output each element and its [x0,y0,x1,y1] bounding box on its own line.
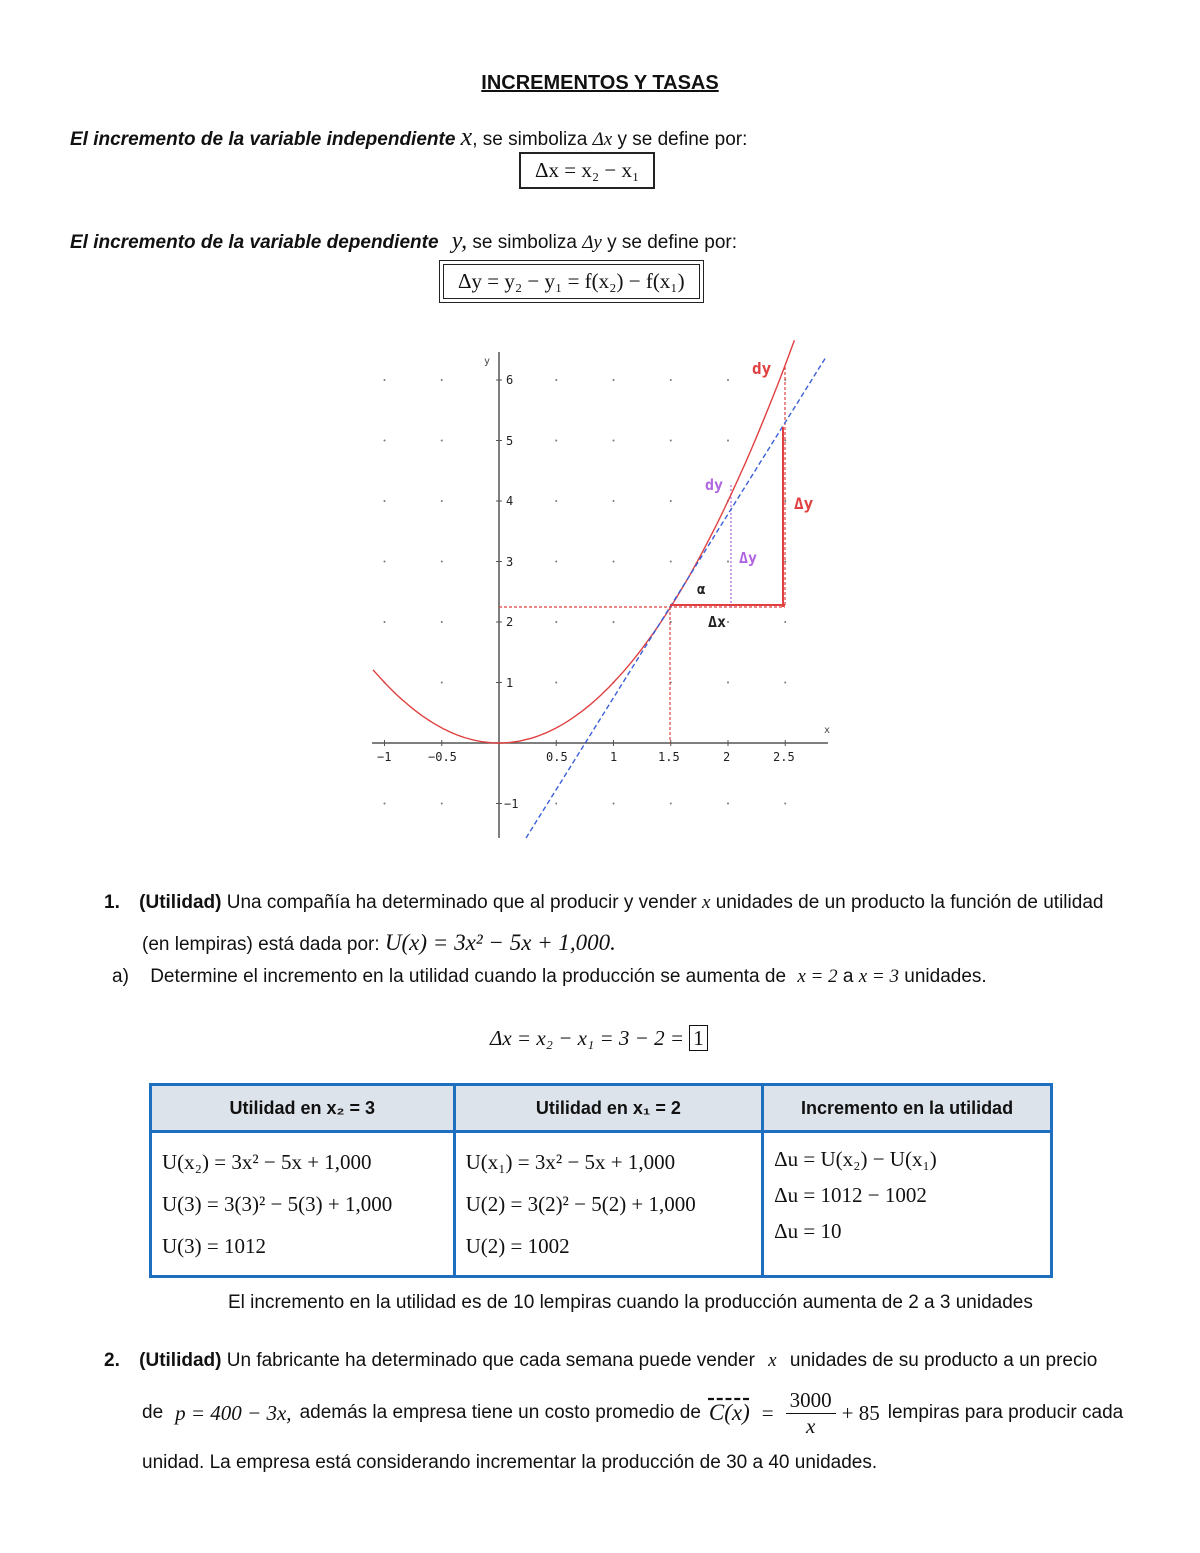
fraction-numerator: 3000 [786,1388,836,1414]
table-cell-col3 [763,1132,1052,1277]
part-a-from: x = 2 [797,966,838,987]
y-tick-label: 6 [506,373,514,387]
problem1-number: 1. [104,892,120,913]
problem2-text3: además la empresa tiene un costo promedio de [299,1402,701,1423]
y-axis-label: y [484,356,491,367]
table-cell-col1 [151,1132,455,1277]
grid-dot [613,803,615,805]
grid-dot [441,803,443,805]
grid-dot [670,561,672,563]
grid-dot [384,379,386,381]
grid-dot [784,500,786,502]
cell-line: Δu = 1012 − 1002 [774,1183,927,1207]
x-tick-label: 1.5 [658,750,680,764]
problem2-line2 [142,1378,1123,1448]
problem1-text1: Una compañía ha determinado que al producir y vender [226,892,697,913]
grid-dot [441,500,443,502]
page-title: INCREMENTOS Y TASAS [481,72,719,94]
label-dy-top: dy [752,359,772,378]
problem1-part-a [112,966,987,988]
problem2-price: p = 400 − 3x, [175,1400,292,1425]
grid-dot [384,621,386,623]
problem1-conclusion: El incremento en la utilidad es de 10 lempiras cuando la producción aumenta de 2 a 3 unidades [228,1292,1033,1313]
grid-dot [384,500,386,502]
grid-dot [441,621,443,623]
problem1-line2 [142,930,616,956]
formula-delta-x: Δx = x₂ − x₁ [519,152,655,189]
grid-dot [727,440,729,442]
label-delta-y-big: Δy [794,494,814,513]
cell-line: Δu = U(x₂) − U(x₁) [774,1147,937,1171]
problem2-line3: unidad. La empresa está considerando incrementar la producción de 30 a 40 unidades. [142,1452,878,1473]
def-y-tail: y se define por: [607,232,738,253]
part-a-text1: Determine el incremento en la utilidad cuando la producción se aumenta de [150,966,787,987]
grid-dot [555,803,557,805]
label-alpha: α [697,582,706,598]
grid-dot [384,561,386,563]
tangent-line [526,357,826,838]
grid-dot [555,440,557,442]
grid-dot [784,682,786,684]
y-tick-label: 3 [506,555,514,569]
grid-dot [441,561,443,563]
problem2-de: de [142,1402,164,1423]
def-x-var: x [460,122,473,151]
cell-line: Δu = 10 [774,1219,842,1243]
x-tick-label: 2 [723,750,731,764]
grid-dot [613,561,615,563]
cell-line: U(3) = 1012 [162,1234,266,1258]
grid-dot [613,440,615,442]
x-tick-label: −1 [377,750,392,764]
grid-dot [613,379,615,381]
grid-dot [670,803,672,805]
grid-dot [613,621,615,623]
cell-line: U(2) = 3(2)² − 5(2) + 1,000 [465,1192,696,1216]
avg-cost-lhs: C(x) [708,1400,750,1425]
problem2-text1: Un fabricante ha determinado que cada semana puede vender [226,1350,755,1371]
label-dy-mid: dy [705,476,724,494]
label-delta-x: Δx [708,613,727,631]
dx-calculation [490,1026,708,1051]
part-a-label: a) [112,966,129,987]
problem1-tag: (Utilidad) [139,892,222,913]
table-header-row [151,1085,1052,1132]
part-a-a: a [842,966,854,987]
grid-dot [384,440,386,442]
cell-line: U(3) = 3(3)² − 5(3) + 1,000 [162,1192,393,1216]
def-y-mid: se simboliza [472,232,577,253]
problem2-tag: (Utilidad) [139,1350,222,1371]
def-x-lead: El incremento de la variable independiente [70,129,456,150]
def-y-lead: El incremento de la variable dependiente [70,232,439,253]
cell-line: U(x₁) = 3x² − 5x + 1,000 [465,1150,676,1174]
part-a-text2: unidades. [904,966,987,987]
def-x-tail: y se define por: [617,129,748,150]
grid-dot [384,803,386,805]
problem2-text2: unidades de su producto a un precio [789,1350,1098,1371]
grid-dot [670,500,672,502]
table-header: Incremento en la utilidad [763,1085,1052,1132]
grid-dot [441,682,443,684]
utility-table [149,1083,1053,1278]
label-delta-y-small: Δy [739,549,758,567]
problem1-function: U(x) = 3x² − 5x + 1,000. [384,930,616,955]
cell-line: U(x₂) = 3x² − 5x + 1,000 [162,1150,372,1174]
y-tick-label: 1 [506,676,514,690]
avg-cost-plus: + 85 [841,1400,880,1425]
y-tick-label: 5 [506,434,514,448]
grid-dot [555,379,557,381]
x-tick-label: 0.5 [546,750,568,764]
x-tick-label: 2.5 [773,750,795,764]
grid-dot [555,682,557,684]
grid-dot [727,803,729,805]
grid-dots [384,379,787,805]
x-axis-label: x [824,725,831,736]
def-y-var: y, [451,228,468,254]
def-x-line [70,122,747,152]
problem1-var: x [702,892,711,913]
problem2-text4: lempiras para producir cada [887,1402,1124,1423]
grid-dot [555,561,557,563]
problem1-text2: unidades de un producto la función de utilidad [715,892,1104,913]
def-y-symbol: Δy [582,232,602,253]
grid-dot [784,621,786,623]
avg-cost-equals: = [761,1400,774,1425]
table-row [151,1132,1052,1277]
grid-dot [784,803,786,805]
x-tick-label: −0.5 [428,750,457,764]
def-x-mid: , se simboliza [472,129,588,150]
dx-calc-expression: Δx = x₂ − x₁ = 3 − 2 = [490,1026,684,1050]
increment-graph [360,340,840,845]
grid-dot [555,500,557,502]
formula-delta-y: Δy = y₂ − y₁ = f(x₂) − f(x₁) [443,264,700,299]
grid-dot [441,379,443,381]
grid-dot [727,561,729,563]
grid-dot [727,682,729,684]
part-a-to: x = 3 [858,966,899,987]
grid-dot [670,440,672,442]
cell-line: U(2) = 1002 [465,1234,570,1258]
y-tick-label: 4 [506,494,514,508]
problem2-number: 2. [104,1350,120,1371]
grid-dot [727,379,729,381]
grid-dot [441,440,443,442]
problem1-line1 [104,892,1103,914]
table-header: Utilidad en x₁ = 2 [454,1085,763,1132]
avg-cost-fraction [786,1388,836,1439]
y-tick-label: −1 [504,797,519,811]
problem1-text3: (en lempiras) está dada por: [142,934,380,955]
dx-calc-result: 1 [689,1025,708,1051]
grid-dot [727,621,729,623]
y-tick-label: 2 [506,615,514,629]
def-x-symbol: Δx [592,129,613,150]
fraction-denominator: x [805,1413,816,1438]
grid-dot [555,621,557,623]
def-y-line [70,228,737,255]
grid-dot [613,500,615,502]
table-cell-col2 [454,1132,763,1277]
table-header: Utilidad en x₂ = 3 [151,1085,455,1132]
problem2-line1 [104,1350,1097,1372]
x-tick-label: 1 [610,750,618,764]
problem2-var: x [768,1350,777,1371]
grid-dot [670,379,672,381]
